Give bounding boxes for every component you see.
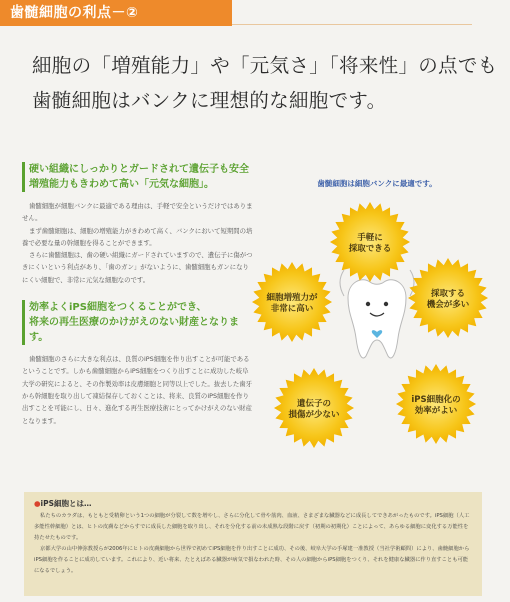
left-column xyxy=(22,162,254,427)
section-tab-title: 歯髄細胞の利点－② xyxy=(0,0,232,26)
header-rule xyxy=(232,24,472,25)
benefit-badge-1 xyxy=(330,202,410,282)
section2-paragraph-1: 歯髄細胞のさらに大きな利点は、良質のiPS細胞を作り出すことが可能であるということです。しかも歯髄細胞からiPS細胞をつくり出すことに成功した岐阜大学の研究によると、その作製効率は皮膚細胞と同等以上でした。抜去した歯牙から幹細胞を取り出して凍結保存しておくことは、将来、良質のiPS細胞を作り出すことを可能にし、日々、進化する再生医療技術にとってかけがえのない財産となります。 xyxy=(22,355,253,425)
diagram-svg xyxy=(252,172,502,472)
badge-label-line-2: 機会が多い xyxy=(426,300,470,310)
note-paragraph-1: 私たちのカラダは、もともと受精卵という1つの細胞が分裂して数を増やし、さらに分化して骨や筋肉、血液、さまざまな臓器などに成長してできあがったものです。iPS細胞（人工多能性幹細胞）とは、ヒトの皮膚などからすでに成長した細胞を取り出し、それを分化する前の未成熟な段階に戻す（初期の初期化）ことによって、あらゆる細胞に変化する万能性を持たせたものです。 xyxy=(34,513,470,541)
benefit-badge-2 xyxy=(408,258,488,338)
badge-label-line-2: 非常に高い xyxy=(270,304,314,314)
note-paragraph-2: 京都大学の山中伸弥教授らが2006年にヒトの皮膚細胞から世界で初めてiPS細胞を作り出すことに成功、その後、岐阜大学の手塚建一准教授（当社学術顧問）により、歯髄細胞からiPS細胞を作ることに成功しています。これにより、近い将来、たとえばある臓器が病気で損なわれた時、その人の細胞からiPS細胞をつくり、それを健康な臓器に作り直すことも可能になるでしょう。 xyxy=(34,546,470,574)
benefit-badge-3 xyxy=(396,364,476,444)
section1-heading-line-1: 硬い組織にしっかりとガードされて遺伝子も安全 xyxy=(29,164,249,175)
benefit-badge-4 xyxy=(274,368,354,448)
tooth-mascot-icon xyxy=(340,270,414,358)
badge-label-line-1: 手軽に xyxy=(357,233,383,243)
badge-label-line-1: 採取する xyxy=(430,289,466,299)
section2-heading-line-2: 将来の再生医療のかけがえのない財産となります。 xyxy=(29,317,239,344)
ips-note-box xyxy=(24,492,482,596)
section1-heading xyxy=(22,162,254,192)
note-bullet-icon: ● xyxy=(34,499,41,508)
benefit-badge-5 xyxy=(252,262,332,342)
note-title-text: iPS細胞とは… xyxy=(40,499,92,508)
badge-label-line-1: 細胞増殖力が xyxy=(266,293,318,303)
badge-label-line-2: 損傷が少ない xyxy=(288,410,340,420)
note-title xyxy=(34,498,472,509)
section1-paragraph-2: まず歯髄細胞は、細胞の増殖能力がきわめて高く、バンクにおいて短期間の培養で必要な量の幹細胞を得ることができます。 xyxy=(22,226,253,247)
section1-heading-line-2: 増殖能力もきわめて高い「元気な細胞」。 xyxy=(29,179,214,190)
section2-heading-line-1: 効率よくiPS細胞をつくることができ、 xyxy=(29,302,207,314)
section1-paragraph-1: 歯髄細胞が細胞バンクに最適である理由は、手軽で安全というだけではありません。 xyxy=(22,202,253,223)
diagram-title: 歯髄細胞は細胞バンクに最適です。 xyxy=(317,179,437,188)
headline-line-1: 細胞の「増殖能力」や「元気さ」「将来性」の点でも xyxy=(32,54,498,77)
headline-line-2: 歯髄細胞はバンクに理想的な細胞です。 xyxy=(32,89,387,112)
badge-label-line-2: 効率がよい xyxy=(414,406,458,416)
section2-heading xyxy=(22,300,254,345)
section1-paragraph-3: さらに歯髄細胞は、歯の硬い組織にガードされていますので、遺伝子に傷がつきにくいという利点があり、「歯のガン」がないように、歯髄細胞もガンになりにくい細胞で、非常に元気な細胞なのです。 xyxy=(22,251,253,284)
badge-label-line-1: 遺伝子の xyxy=(296,399,332,409)
badge-label-line-2: 採取できる xyxy=(348,244,392,254)
badge-label-line-1: iPS細胞化の xyxy=(411,395,461,405)
benefits-diagram xyxy=(252,172,502,472)
page-headline xyxy=(32,48,498,118)
